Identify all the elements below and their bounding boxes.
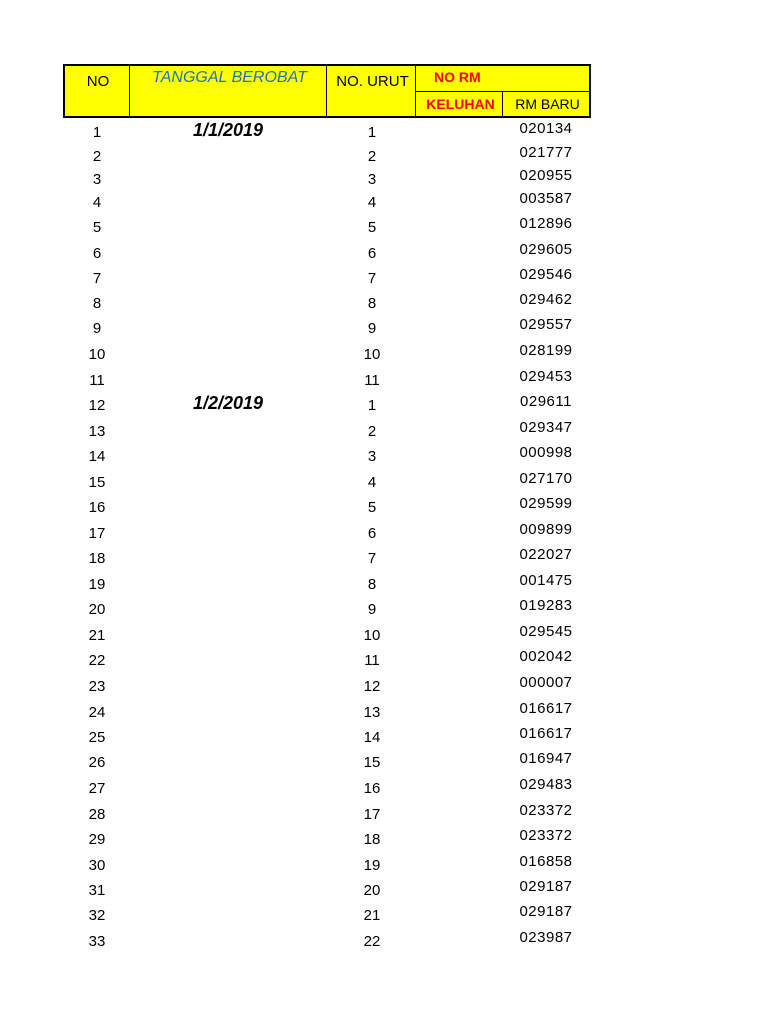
- table-row: [0, 144, 768, 172]
- row-urut: 4: [367, 194, 377, 211]
- row-urut: 9: [367, 601, 377, 618]
- row-rm-baru: 029611: [520, 393, 572, 410]
- row-urut: 5: [367, 219, 377, 236]
- row-no: 12: [88, 397, 106, 414]
- row-urut: 1: [367, 124, 377, 141]
- row-rm-baru: 029599: [519, 495, 573, 512]
- row-urut: 11: [364, 372, 380, 389]
- row-rm-baru: 009899: [519, 521, 573, 538]
- table-row: [0, 521, 768, 549]
- row-no: 30: [88, 857, 106, 874]
- row-no: 15: [88, 474, 106, 491]
- row-no: 28: [88, 806, 106, 823]
- row-no: 7: [92, 270, 102, 287]
- row-no: 13: [88, 423, 106, 440]
- row-rm-baru: 023987: [519, 929, 573, 946]
- table-row: [0, 470, 768, 498]
- row-rm-baru: 012896: [519, 215, 573, 232]
- table-row: [0, 291, 768, 319]
- row-rm-baru: 020955: [519, 167, 573, 184]
- table-row: [0, 853, 768, 881]
- table-row: [0, 546, 768, 574]
- table-row: [0, 648, 768, 676]
- header-rm-baru: RM BARU: [515, 96, 580, 112]
- row-rm-baru: 029557: [519, 316, 573, 333]
- row-urut: 20: [363, 882, 381, 899]
- header-no-urut: NO. URUT: [336, 73, 409, 90]
- table-row: [0, 903, 768, 931]
- row-urut: 9: [367, 320, 377, 337]
- row-urut: 6: [367, 245, 377, 262]
- table-row: [0, 444, 768, 472]
- row-urut: 10: [363, 627, 381, 644]
- table-row: [0, 674, 768, 702]
- table-row: [0, 167, 768, 195]
- row-urut: 21: [363, 907, 381, 924]
- row-rm-baru: 029483: [519, 776, 573, 793]
- row-rm-baru: 029347: [519, 419, 573, 436]
- row-rm-baru: 028199: [519, 342, 573, 359]
- row-rm-baru: 029546: [519, 266, 573, 283]
- table-row: [0, 878, 768, 906]
- table-row: [0, 725, 768, 753]
- row-no: 16: [88, 499, 106, 516]
- row-no: 26: [88, 754, 106, 771]
- row-urut: 8: [367, 576, 377, 593]
- row-urut: 14: [363, 729, 381, 746]
- row-rm-baru: 002042: [519, 648, 573, 665]
- row-rm-baru: 029462: [519, 291, 573, 308]
- row-urut: 13: [363, 704, 381, 721]
- header-tanggal-berobat: TANGGAL BEROBAT: [152, 69, 307, 86]
- row-urut: 15: [363, 754, 381, 771]
- row-no: 9: [92, 320, 102, 337]
- row-rm-baru: 020134: [519, 120, 573, 137]
- row-no: 14: [88, 448, 106, 465]
- row-no: 10: [88, 346, 106, 363]
- row-no: 17: [88, 525, 106, 542]
- row-rm-baru: 029453: [519, 368, 573, 385]
- row-urut: 1: [367, 397, 377, 414]
- row-no: 33: [88, 933, 106, 950]
- row-rm-baru: 003587: [519, 190, 573, 207]
- row-urut: 10: [363, 346, 381, 363]
- table-row: [0, 190, 768, 218]
- header-no: NO: [86, 73, 110, 90]
- row-rm-baru: 016858: [519, 853, 573, 870]
- row-no: 8: [92, 295, 102, 312]
- row-no: 5: [92, 219, 102, 236]
- row-rm-baru: 029545: [519, 623, 573, 640]
- table-row: [0, 368, 768, 396]
- row-no: 2: [92, 148, 102, 165]
- row-no: 27: [88, 780, 106, 797]
- row-urut: 3: [367, 171, 377, 188]
- table-row: [0, 215, 768, 243]
- row-no: 22: [88, 652, 106, 669]
- row-rm-baru: 019283: [519, 597, 573, 614]
- table-row: [0, 700, 768, 728]
- row-rm-baru: 029605: [519, 241, 573, 258]
- row-date: 1/1/2019: [192, 120, 264, 140]
- row-no: 18: [88, 550, 106, 567]
- row-urut: 18: [363, 831, 381, 848]
- table-row: [0, 393, 768, 421]
- table-row: [0, 750, 768, 778]
- row-no: 32: [88, 907, 106, 924]
- row-no: 21: [88, 627, 106, 644]
- row-urut: 6: [367, 525, 377, 542]
- row-rm-baru: 022027: [519, 546, 573, 563]
- row-no: 1: [92, 124, 102, 141]
- table-row: [0, 929, 768, 957]
- row-no: 24: [88, 704, 106, 721]
- row-rm-baru: 016617: [519, 725, 573, 742]
- table-row: [0, 802, 768, 830]
- table-row: [0, 316, 768, 344]
- row-urut: 4: [367, 474, 377, 491]
- row-urut: 3: [367, 448, 377, 465]
- row-urut: 17: [363, 806, 381, 823]
- row-rm-baru: 021777: [519, 144, 573, 161]
- row-no: 31: [88, 882, 106, 899]
- row-rm-baru: 027170: [519, 470, 573, 487]
- row-no: 20: [88, 601, 106, 618]
- row-urut: 19: [363, 857, 381, 874]
- row-urut: 12: [363, 678, 381, 695]
- row-urut: 11: [364, 652, 380, 669]
- table-row: [0, 241, 768, 269]
- row-date: 1/2/2019: [192, 393, 264, 413]
- table-row: [0, 827, 768, 855]
- row-urut: 7: [367, 270, 377, 287]
- row-rm-baru: 023372: [519, 802, 573, 819]
- row-urut: 2: [367, 423, 377, 440]
- row-urut: 5: [367, 499, 377, 516]
- table-row: [0, 623, 768, 651]
- table-row: [0, 572, 768, 600]
- table-row: [0, 419, 768, 447]
- row-rm-baru: 001475: [519, 572, 573, 589]
- row-rm-baru: 000007: [519, 674, 573, 691]
- row-no: 23: [88, 678, 106, 695]
- row-no: 25: [88, 729, 106, 746]
- table-row: [0, 776, 768, 804]
- row-urut: 22: [363, 933, 381, 950]
- row-no: 19: [88, 576, 106, 593]
- row-urut: 8: [367, 295, 377, 312]
- table-row: [0, 342, 768, 370]
- row-urut: 7: [367, 550, 377, 567]
- row-no: 3: [92, 171, 102, 188]
- table-row: [0, 120, 768, 148]
- table-row: [0, 495, 768, 523]
- table-row: [0, 266, 768, 294]
- row-rm-baru: 029187: [519, 903, 573, 920]
- row-rm-baru: 029187: [519, 878, 573, 895]
- row-no: 29: [88, 831, 106, 848]
- row-rm-baru: 016617: [519, 700, 573, 717]
- row-rm-baru: 016947: [519, 750, 573, 767]
- row-no: 11: [89, 372, 105, 389]
- row-rm-baru: 000998: [519, 444, 573, 461]
- row-rm-baru: 023372: [519, 827, 573, 844]
- header-no-rm: NO RM: [434, 69, 481, 85]
- row-no: 6: [92, 245, 102, 262]
- row-urut: 2: [367, 148, 377, 165]
- row-urut: 16: [363, 780, 381, 797]
- row-no: 4: [92, 194, 102, 211]
- table-row: [0, 597, 768, 625]
- header-keluhan: KELUHAN: [426, 96, 495, 112]
